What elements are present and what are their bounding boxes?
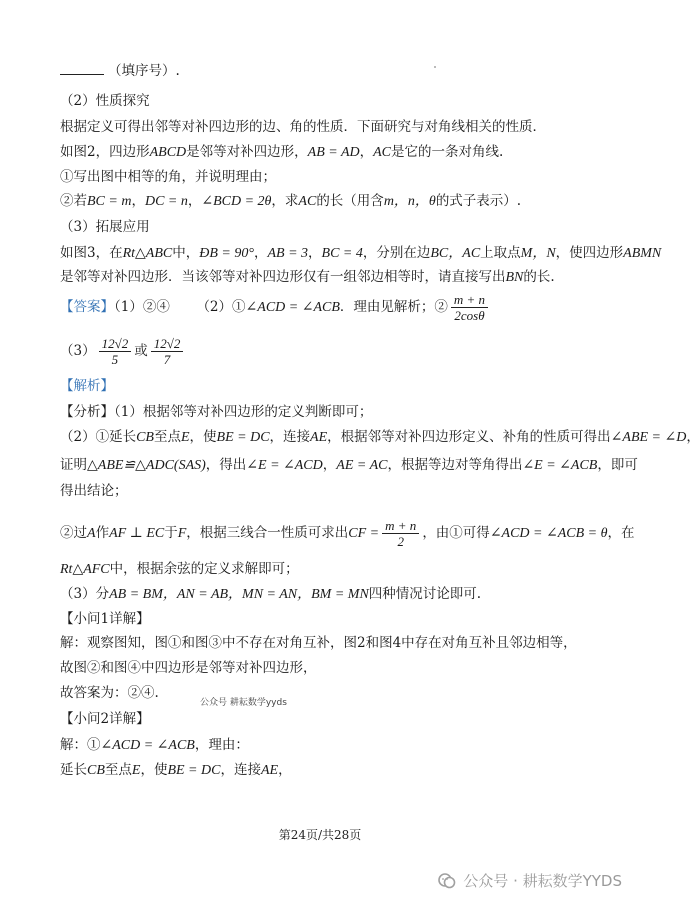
math-ab-ad: AB = AD: [307, 145, 360, 160]
fraction-12r2-5: $\frac{12√2}{5}$: [99, 336, 132, 367]
subquestion-1-heading: 【小问1详解】: [60, 611, 150, 627]
fill-blank-hint: （填序号）.: [108, 63, 180, 79]
section-heading-3: （3）拓展应用: [60, 219, 150, 235]
answer-line: 【答案】（1）②④ （2）①∠ACD = ∠ACB．理由见解析；② $\frac{m + n}{2\cos\theta}$: [60, 292, 491, 323]
watermark-label: 公众号 · 耕耘数学YYDS: [463, 872, 622, 890]
answer-line-3: （3） $\frac{12√2}{5}$ 或 $\frac{12√2}{7}$: [60, 336, 186, 367]
watermark-text: 公众号 耕耘数学yyds: [200, 698, 287, 708]
analysis-conclusion: 得出结论；: [60, 483, 128, 499]
answer-tag: 【答案】: [60, 299, 114, 315]
question-part-1: ①写出图中相等的角，并说明理由；: [60, 169, 276, 185]
paragraph-figure3: 如图3，在Rt△ABC中，ÐB = 90°，AB = 3，BC = 4，分别在边BC，AC上取点M，N，使四边形ABMN: [60, 245, 662, 261]
analysis-part-3: （3）分AB = BM，AN = AB，MN = AN，BM = MN四种情况讨论即可.: [60, 586, 482, 602]
subquestion-2-heading: 【小问2详解】: [60, 711, 150, 727]
analysis-part-2b: ②过A作AF ⊥ EC于F，根据三线合一性质可求出CF = $\frac{m + n}{2}$ ，由①可得∠ACD = ∠ACB = θ，在: [60, 518, 635, 549]
answer-blank: [60, 62, 104, 75]
page-number: 第24页/共28页: [278, 828, 362, 842]
fraction-mn-2cos: $\frac{m + n}{2\cos\theta}$: [451, 292, 488, 323]
subquestion-1-therefore: 故图②和图④中四边形是邻等对补四边形，: [60, 660, 317, 676]
section-heading-2: （2）性质探究: [60, 93, 150, 109]
math-abcd: ABCD: [149, 145, 187, 160]
analysis-part-2: （2）①延长CB至点E，使BE = DC，连接AE，根据邻等对补四边形定义、补角的性质可得出∠ABE = ∠D，: [60, 429, 700, 445]
analysis-part-2b-cont: Rt△AFC中，根据余弦的定义求解即可；: [60, 561, 299, 577]
subquestion-2-solution: 解：①∠ACD = ∠ACB，理由：: [60, 737, 249, 753]
subquestion-2-construction: 延长CB至点E，使BE = DC，连接AE，: [60, 762, 292, 778]
analysis-tag: 【解析】: [60, 378, 114, 394]
question-part-2: ②若BC = m，DC = n，∠BCD = 2θ，求AC的长（用含m，n，θ的式子表示）.: [60, 193, 522, 209]
paragraph-intro: 根据定义可得出邻等对补四边形的边、角的性质．下面研究与对角线相关的性质．: [60, 119, 546, 135]
analysis-part-2-cont: 证明△ABE≌△ADC(SAS)，得出∠E = ∠ACD，AE = AC，根据等边对等角得出∠E = ∠ACB，即可: [60, 457, 638, 473]
subquestion-1-solution: 解：观察图知，图①和图③中不存在对角互补，图2和图4中存在对角互补且邻边相等，: [60, 635, 577, 651]
paragraph-figure3-cont: 是邻等对补四边形．当该邻等对补四边形仅有一组邻边相等时，请直接写出BN的长.: [60, 269, 555, 285]
fill-blank-line: [60, 62, 180, 80]
fraction-mn-2: $\frac{m + n}{2}$: [382, 518, 419, 549]
wechat-logo-icon: [437, 871, 457, 891]
paragraph-figure2: 如图2，四边形ABCD是邻等对补四边形，AB = AD，AC是它的一条对角线.: [60, 144, 504, 160]
fraction-12r2-7: $\frac{12√2}{7}$: [151, 336, 184, 367]
wechat-watermark: [437, 870, 622, 891]
math-ac: AC: [373, 145, 392, 160]
subquestion-1-answer: 故答案为：②④.: [60, 685, 159, 701]
analysis-part-1: 【分析】（1）根据邻等对补四边形的定义判断即可；: [60, 404, 373, 420]
speck-mark: [434, 66, 436, 68]
